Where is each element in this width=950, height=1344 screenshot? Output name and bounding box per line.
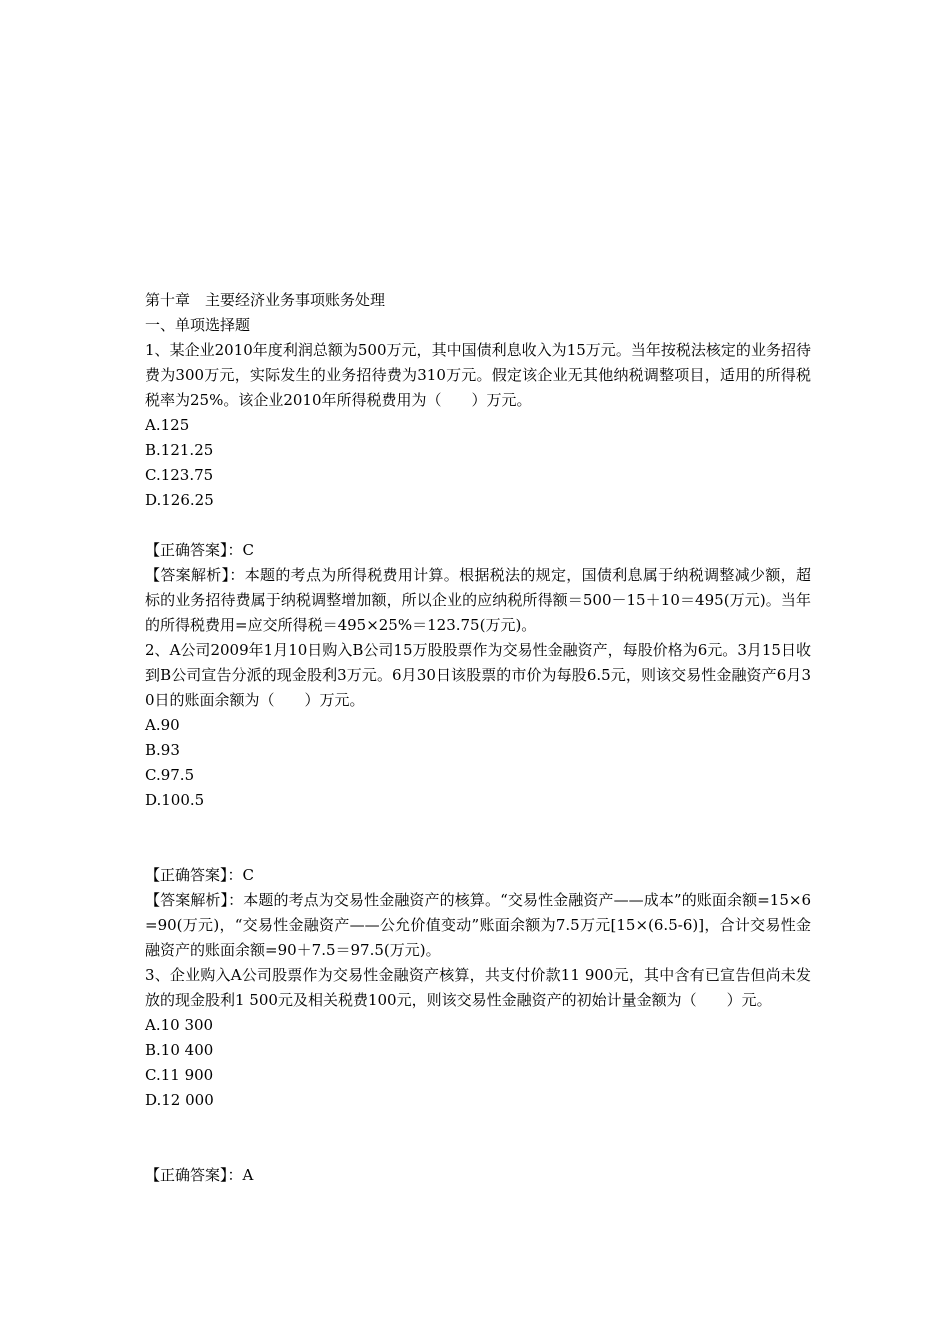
question-2-option-a: A.90 bbox=[145, 716, 180, 734]
question-2-analysis: 【答案解析】：本题的考点为交易性金融资产的核算。“交易性金融资产——成本”的账面余额=15×6=90(万元)，“交易性金融资产——公允价值变动”账面余额为7.5万元[15×(6.5-6)]，合计交易性金融资产的账面余额=90＋7.5＝97.5(万元)。 bbox=[145, 891, 811, 959]
section-title: 一、单项选择题 bbox=[145, 316, 251, 334]
spacer bbox=[145, 513, 811, 538]
question-2-option-d: D.100.5 bbox=[145, 791, 205, 809]
question-1-option-b: B.121.25 bbox=[145, 441, 214, 459]
spacer bbox=[145, 813, 811, 863]
question-1-analysis: 【答案解析】：本题的考点为所得税费用计算。根据税法的规定，国债利息属于纳税调整减少额，超标的业务招待费属于纳税调整增加额，所以企业的应纳税所得额＝500－15＋10＝495(万元)。当年的所得税费用=应交所得税＝495×25%＝123.75(万元)。 bbox=[145, 566, 811, 634]
spacer bbox=[145, 1113, 811, 1163]
question-2-stem: 2、A公司2009年1月10日购入B公司15万股股票作为交易性金融资产，每股价格为6元。3月15日收到B公司宣告分派的现金股利3万元。6月30日该股票的市价为每股6.5元，则该交易性金融资产6月30日的账面余额为（ ）万元。 bbox=[145, 641, 811, 709]
question-1-answer: 【正确答案】：C bbox=[145, 541, 254, 559]
question-1-option-a: A.125 bbox=[145, 416, 190, 434]
question-2-option-c: C.97.5 bbox=[145, 766, 195, 784]
question-2-answer: 【正确答案】：C bbox=[145, 866, 254, 884]
question-3-option-c: C.11 900 bbox=[145, 1066, 214, 1084]
document-body bbox=[145, 288, 811, 1188]
question-3-stem: 3、企业购入A公司股票作为交易性金融资产核算，共支付价款11 900元，其中含有已宣告但尚未发放的现金股利1 500元及相关税费100元，则该交易性金融资产的初始计量金额为（ ）元。 bbox=[145, 966, 811, 1009]
question-1-option-c: C.123.75 bbox=[145, 466, 214, 484]
question-1-option-d: D.126.25 bbox=[145, 491, 214, 509]
question-3-option-a: A.10 300 bbox=[145, 1016, 214, 1034]
question-1-stem: 1、某企业2010年度利润总额为500万元，其中国债利息收入为15万元。当年按税法核定的业务招待费为300万元，实际发生的业务招待费为310万元。假定该企业无其他纳税调整项目，适用的所得税税率为25%。该企业2010年所得税费用为（ ）万元。 bbox=[145, 341, 811, 409]
question-3-answer: 【正确答案】：A bbox=[145, 1166, 254, 1184]
question-2-option-b: B.93 bbox=[145, 741, 180, 759]
question-3-option-b: B.10 400 bbox=[145, 1041, 214, 1059]
chapter-title: 第十章 主要经济业务事项账务处理 bbox=[145, 291, 386, 309]
question-3-option-d: D.12 000 bbox=[145, 1091, 214, 1109]
